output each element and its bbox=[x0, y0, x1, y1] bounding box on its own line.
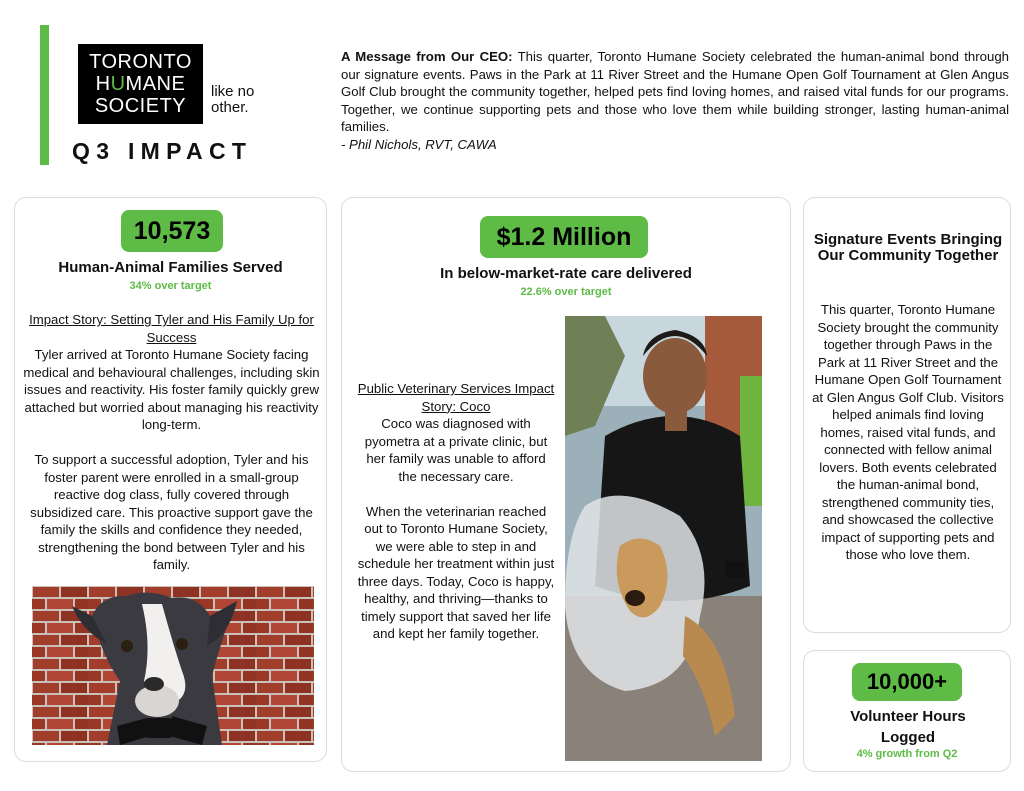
families-served-label: Human-Animal Families Served bbox=[58, 259, 283, 276]
signature-events-body: This quarter, Toronto Humane Society brought the community together through Paws in the Park at 11 River Street and the Humane Open Golf Tournament at Glen Angus Golf Club. Visitors helped animals find loving homes, raised vital funds, and connected with fellow animal lovers. Both events celebrated the human-animal bond, strengthened community ties, and showcased the collective impact of supporting pets and those who love them. bbox=[812, 302, 1004, 562]
signature-events-card bbox=[803, 197, 1011, 633]
care-delivered-label: In below-market-rate care delivered bbox=[440, 265, 692, 282]
coco-story bbox=[356, 380, 556, 643]
families-served-value: 10,573 bbox=[121, 210, 223, 252]
ceo-message-heading: A Message from Our CEO: bbox=[341, 49, 513, 64]
families-served-growth: 34% over target bbox=[129, 280, 212, 292]
volunteer-hours-label: Volunteer Hours Logged bbox=[850, 708, 966, 746]
tyler-story-paragraph-1: Tyler arrived at Toronto Humane Society facing medical and behavioural challenges, including skin issues and reactivity. His foster family quickly grew attached but worried about managing his reactivity long-term. bbox=[23, 347, 320, 432]
tyler-story bbox=[21, 311, 322, 574]
coco-story-title: Public Veterinary Services Impact Story: Coco bbox=[357, 381, 555, 414]
volunteer-hours-card bbox=[803, 650, 1011, 772]
ceo-message-body: This quarter, Toronto Humane Society celebrated the human-animal bond through our signature events. Paws in the Park at 11 River Street and the Humane Open Golf Tournament at Glen Angus Golf Club brought the community together, helped pets find loving homes, and raised vital funds for our programs. Together, we continue supporting pets and those who love them while building stronger, lasting human-animal families. bbox=[341, 49, 1009, 135]
coco-story-paragraph-2: When the veterinarian reached out to Toronto Humane Society, we were able to step in and schedule her treatment within just three days. Today, Coco is happy, healthy, and thriving—thanks to timely support that saved her life and kept her family together. bbox=[357, 503, 555, 641]
logo-line-2: HUMANE bbox=[95, 73, 186, 95]
tyler-dog-photo bbox=[32, 586, 314, 745]
signature-events-title: Signature Events Bringing Our Community Together bbox=[813, 231, 1003, 264]
volunteer-hours-value: 10,000+ bbox=[852, 663, 962, 701]
ceo-message bbox=[341, 48, 1009, 154]
ceo-signature: - Phil Nichols, RVT, CAWA bbox=[341, 136, 497, 152]
logo-line-1: TORONTO bbox=[89, 51, 192, 73]
families-served-card bbox=[14, 197, 327, 762]
coco-and-owner-photo bbox=[565, 316, 762, 761]
toronto-humane-society-logo bbox=[78, 44, 203, 124]
accent-bar bbox=[40, 25, 49, 165]
tagline: like no other. bbox=[211, 83, 255, 116]
coco-story-paragraph-1: Coco was diagnosed with pyometra at a private clinic, but her family was unable to afford the necessary care. bbox=[364, 416, 548, 484]
logo-line-3: SOCIETY bbox=[94, 95, 187, 117]
tyler-story-paragraph-2: To support a successful adoption, Tyler and his foster parent were enrolled in a small-group reactive dog class, fully covered through subsidized care. This proactive support gave the family the skills and confidence they needed, strengthening the bond between Tyler and his family. bbox=[30, 452, 313, 572]
care-delivered-value: $1.2 Million bbox=[480, 216, 648, 258]
care-delivered-growth: 22.6% over target bbox=[520, 286, 612, 298]
page-title: Q3 IMPACT bbox=[72, 138, 253, 164]
volunteer-hours-growth: 4% growth from Q2 bbox=[856, 748, 958, 760]
tyler-story-title: Impact Story: Setting Tyler and His Family Up for Success bbox=[29, 312, 314, 345]
care-delivered-card bbox=[341, 197, 791, 772]
